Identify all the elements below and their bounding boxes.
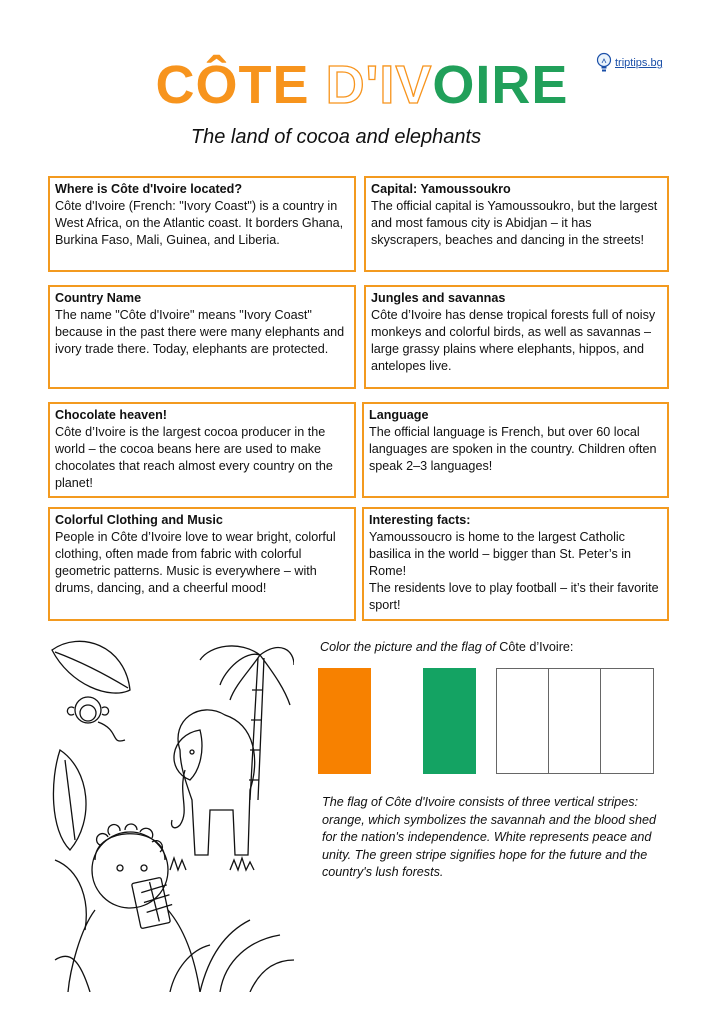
grass	[170, 858, 254, 870]
title-part-white: D'IV	[325, 55, 433, 115]
elephant-body	[178, 710, 255, 855]
instruction-text: Color the picture and the flag of	[320, 640, 496, 654]
flag-stripe-green	[423, 668, 476, 774]
jungle-leaves-left	[53, 750, 86, 930]
monkey-ears	[67, 707, 108, 715]
monkey-face	[80, 705, 96, 721]
box-heading: Capital: Yamoussoukro	[371, 182, 511, 196]
elephant-eye	[190, 750, 194, 754]
ground-plants	[55, 920, 294, 992]
box-body: Côte d’Ivoire has dense tropical forests full of noisy monkeys and colorful birds, as well as savannas – large grassy plains where elephants, hippos, and antelopes live.	[371, 308, 656, 373]
flag-outline-stripe[interactable]	[496, 668, 549, 774]
box-country-name	[48, 285, 356, 389]
flag-outline-to-color[interactable]	[496, 668, 654, 774]
palm-fronds	[200, 646, 294, 705]
box-chocolate	[48, 402, 356, 498]
large-leaf-top-left	[52, 641, 130, 693]
elephant-trunk	[172, 770, 185, 828]
title-part-green: OIRE	[432, 55, 569, 115]
box-body: Côte d’Ivoire is the largest cocoa producer in the world – the cocoa beans here are used to make chocolates that reach almost every country on the planet!	[55, 425, 333, 490]
box-heading: Language	[369, 408, 429, 422]
box-location	[48, 176, 356, 272]
palm-trunk	[249, 658, 264, 800]
brand-link[interactable]: triptips.bg	[615, 57, 663, 69]
box-body: The residents love to play football – it’s their favorite sport!	[369, 581, 659, 612]
box-heading: Chocolate heaven!	[55, 408, 167, 422]
page-subtitle: The land of cocoa and elephants	[190, 126, 482, 148]
box-body: The name "Côte d'Ivoire" means "Ivory Coast" because in the past there were many elephants and ivory trade there. Today, elephants are protected.	[55, 308, 345, 356]
coloring-instruction	[320, 640, 573, 654]
box-heading: Country Name	[55, 291, 142, 305]
boy-eye	[141, 865, 147, 871]
flag-colored	[318, 668, 476, 774]
title-part-orange: CÔTE	[155, 55, 310, 115]
box-body: The official language is French, but over 60 local languages are spoken in the country. Children often speak 2–3 languages!	[369, 425, 657, 473]
chocolate-grid	[141, 881, 174, 923]
coloring-illustration	[50, 630, 294, 992]
box-body: The official capital is Yamoussoukro, but the largest and most famous city is Abidjan – it has skyscrapers, beaches and dancing in the streets!	[371, 199, 658, 247]
box-heading: Jungles and savannas	[371, 291, 506, 305]
flag-description: The flag of Côte d'Ivoire consists of three vertical stripes: orange, which symbolizes the savannah and the blood shed for the nation's independence. White represents peace and unity. The green stripe signifies hope for the future and the country's lush forests.	[322, 795, 656, 879]
box-heading: Colorful Clothing and Music	[55, 513, 223, 527]
monkey-tail	[98, 722, 125, 741]
boy-body	[68, 910, 200, 992]
page-title	[0, 55, 724, 115]
box-body: Côte d'Ivoire (French: "Ivory Coast") is a country in West Africa, on the Atlantic coast. It borders Ghana, Burkina Faso, Mali, Guinea, and Liberia.	[55, 199, 344, 247]
box-body: People in Côte d’Ivoire love to wear bright, colorful clothing, often made from fabric with colorful geometric patterns. Music is everywhere – with drums, dancing, and a cheerful mood!	[55, 530, 336, 595]
box-facts	[362, 507, 669, 621]
box-capital	[364, 176, 669, 272]
boy-hair	[95, 824, 165, 860]
instruction-country: Côte d’Ivoire:	[499, 640, 574, 654]
flag-outline-stripe[interactable]	[601, 668, 654, 774]
box-heading: Interesting facts:	[369, 513, 471, 527]
flag-stripe-orange	[318, 668, 371, 774]
box-clothing	[48, 507, 356, 621]
flag-outline-stripe[interactable]	[548, 668, 601, 774]
box-body: Yamoussoucro is home to the largest Catholic basilica in the world – bigger than St. Peter’s in Rome!	[369, 530, 632, 578]
boy-eye	[117, 865, 123, 871]
monkey-head	[75, 697, 101, 723]
box-jungles	[364, 285, 669, 389]
boy-head	[92, 832, 168, 908]
box-language	[362, 402, 669, 498]
flag-stripe-white	[371, 668, 424, 774]
box-heading: Where is Côte d'Ivoire located?	[55, 182, 243, 196]
